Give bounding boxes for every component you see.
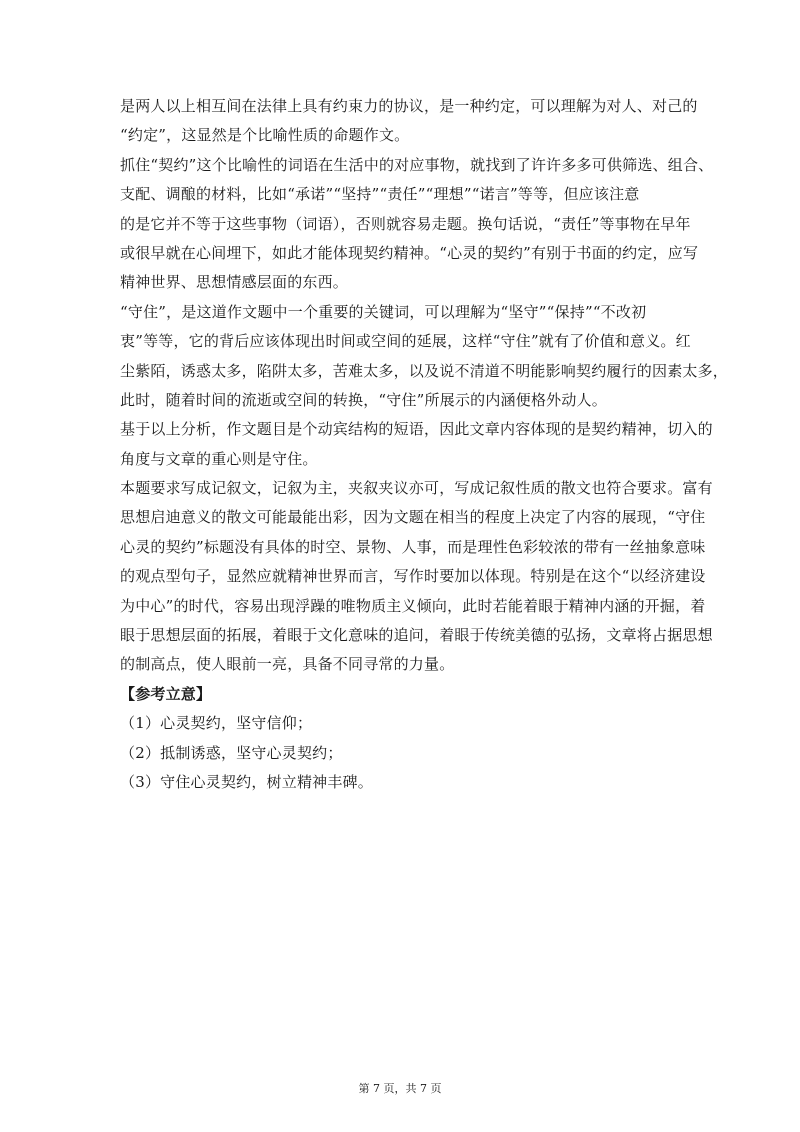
body-line: 衷”等等，它的背后应该体现出时间或空间的延展，这样“守住”就有了价值和意义。红 bbox=[120, 332, 691, 351]
body-line: 是两人以上相互间在法律上具有约束力的协议，是一种约定，可以理解为对人、对己的 bbox=[120, 97, 698, 115]
body-line: “守住”，是这道作文题中一个重要的关键词，可以理解为“坚守”“保持”“不改初 bbox=[120, 302, 647, 321]
body-line: 眼于思想层面的拓展，着眼于文化意味的追问，着眼于传统美德的弘扬，文章将占据思想 bbox=[120, 626, 713, 645]
body-line: 支配、调酿的材料，比如“承诺”“坚持”“责任”“理想”“诺言”等等，但应该注意 bbox=[120, 185, 640, 204]
body-line: “约定”，这显然是个比喻性质的命题作文。 bbox=[120, 126, 410, 145]
body-line: 尘紫陌，诱惑太多，陷阱太多，苦难太多，以及说不清道不明能影响契约履行的因素太多， bbox=[120, 361, 729, 380]
reference-heading: 【参考立意】 bbox=[120, 684, 212, 703]
body-line: 为中心”的时代，容易出现浮躁的唯物质主义倾向，此时若能着眼于精神内涵的开掘，着 bbox=[120, 596, 706, 615]
body-line: 本题要求写成记叙文，记叙为主，夹叙夹议亦可，写成记叙性质的散文也符合要求。富有 bbox=[120, 479, 713, 498]
body-line: 抓住“契约”这个比喻性的词语在生活中的对应事物，就找到了许许多多可供筛选、组合、 bbox=[120, 155, 714, 174]
page-footer: 第 7 页，共 7 页 bbox=[358, 1082, 442, 1095]
reference-item: （2）抵制诱惑，坚守心灵契约； bbox=[120, 743, 343, 762]
body-line: 或很早就在心间埋下，如此才能体现契约精神。“心灵的契约”有别于书面的约定，应写 bbox=[120, 243, 699, 262]
body-line: 心灵的契约”标题没有具体的时空、景物、人事，而是理性色彩较浓的带有一丝抽象意味 bbox=[120, 537, 706, 556]
body-line: 的观点型句子，显然应就精神世界而言，写作时要加以体现。特别是在这个“以经济建设 bbox=[120, 567, 706, 586]
body-line: 的是它并不等于这些事物（词语），否则就容易走题。换句话说，“责任”等事物在早年 bbox=[120, 214, 691, 233]
body-line: 此时，随着时间的流逝或空间的转换，“守住”所展示的内涵便格外动人。 bbox=[120, 390, 607, 409]
body-line: 思想启迪意义的散文可能最能出彩，因为文题在相当的程度上决定了内容的展现，“守住 bbox=[120, 508, 706, 527]
body-line: 精神世界、思想情感层面的东西。 bbox=[120, 273, 349, 292]
body-line: 的制高点，使人眼前一亮，具备不同寻常的力量。 bbox=[120, 655, 455, 674]
body-line: 角度与文章的重心则是守住。 bbox=[120, 449, 318, 468]
reference-item: （3）守住心灵契约，树立精神丰碑。 bbox=[120, 772, 373, 791]
document-body bbox=[120, 92, 729, 797]
reference-item: （1）心灵契约，坚守信仰； bbox=[120, 714, 313, 733]
body-line: 基于以上分析，作文题目是个动宾结构的短语，因此文章内容体现的是契约精神，切入的 bbox=[120, 420, 713, 439]
